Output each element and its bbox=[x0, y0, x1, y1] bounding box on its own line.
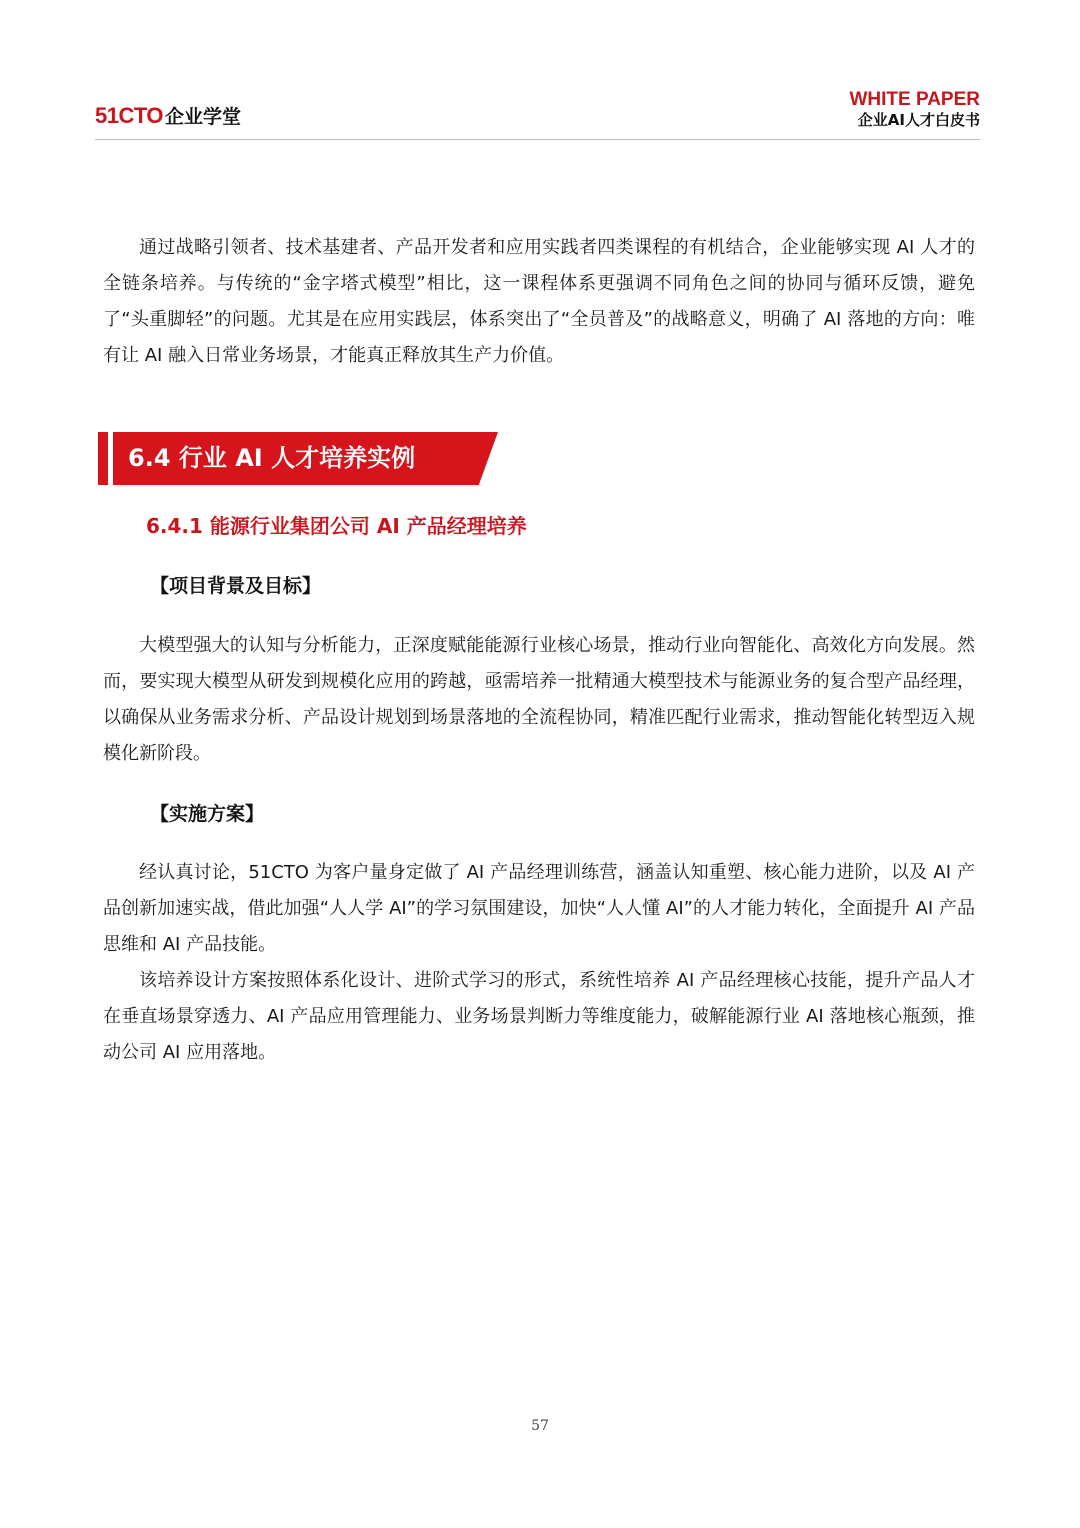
brand-logo bbox=[95, 102, 241, 132]
logo-name-text: 企业学堂 bbox=[165, 106, 242, 128]
logo-brand-text: 51CTO bbox=[95, 103, 164, 128]
plan-paragraph-1: 经认真讨论，51CTO 为客户量身定做了 AI 产品经理训练营，涵盖认知重塑、核心能力进阶，以及 AI 产品创新加速实战，借此加强“人人学 AI”的学习氛围建设，加快“人人懂 AI”的人才能力转化，全面提升 AI 产品思维和 AI 产品技能。 bbox=[103, 862, 975, 955]
banner-accent-stripe bbox=[98, 432, 108, 485]
section-title: 6.4 行业 AI 人才培养实例 bbox=[128, 444, 416, 472]
subsection-title: 6.4.1 能源行业集团公司 AI 产品经理培养 bbox=[146, 514, 527, 538]
intro-paragraph: 通过战略引领者、技术基建者、产品开发者和应用实践者四类课程的有机结合，企业能够实现 AI 人才的全链条培养。与传统的“金字塔式模型”相比，这一课程体系更强调不同角色之间的协同与循环反馈，避免了“头重脚轻”的问题。尤其是在应用实践层，体系突出了“全员普及”的战略意义，明确了 AI 落地的方向：唯有让 AI 融入日常业务场景，才能真正释放其生产力价值。 bbox=[103, 237, 975, 366]
page-header bbox=[95, 86, 980, 140]
white-paper-subtitle: 企业AI人才白皮书 bbox=[857, 111, 980, 129]
white-paper-label bbox=[849, 90, 980, 130]
background-heading: 【项目背景及目标】 bbox=[150, 575, 322, 597]
white-paper-title: WHITE PAPER bbox=[849, 89, 980, 110]
section-heading-banner bbox=[98, 432, 498, 485]
plan-paragraph-2: 该培养设计方案按照体系化设计、进阶式学习的形式，系统性培养 AI 产品经理核心技能，提升产品人才在垂直场景穿透力、AI 产品应用管理能力、业务场景判断力等维度能力，破解能源行业 AI 落地核心瓶颈，推动公司 AI 应用落地。 bbox=[103, 970, 975, 1063]
page-number: 57 bbox=[531, 1418, 549, 1434]
background-paragraph: 大模型强大的认知与分析能力，正深度赋能能源行业核心场景，推动行业向智能化、高效化方向发展。然而，要实现大模型从研发到规模化应用的跨越，亟需培养一批精通大模型技术与能源业务的复合型产品经理，以确保从业务需求分析、产品设计规划到场景落地的全流程协同，精准匹配行业需求，推动智能化转型迈入规模化新阶段。 bbox=[103, 635, 975, 764]
plan-heading: 【实施方案】 bbox=[150, 803, 265, 825]
header-divider bbox=[95, 139, 980, 140]
